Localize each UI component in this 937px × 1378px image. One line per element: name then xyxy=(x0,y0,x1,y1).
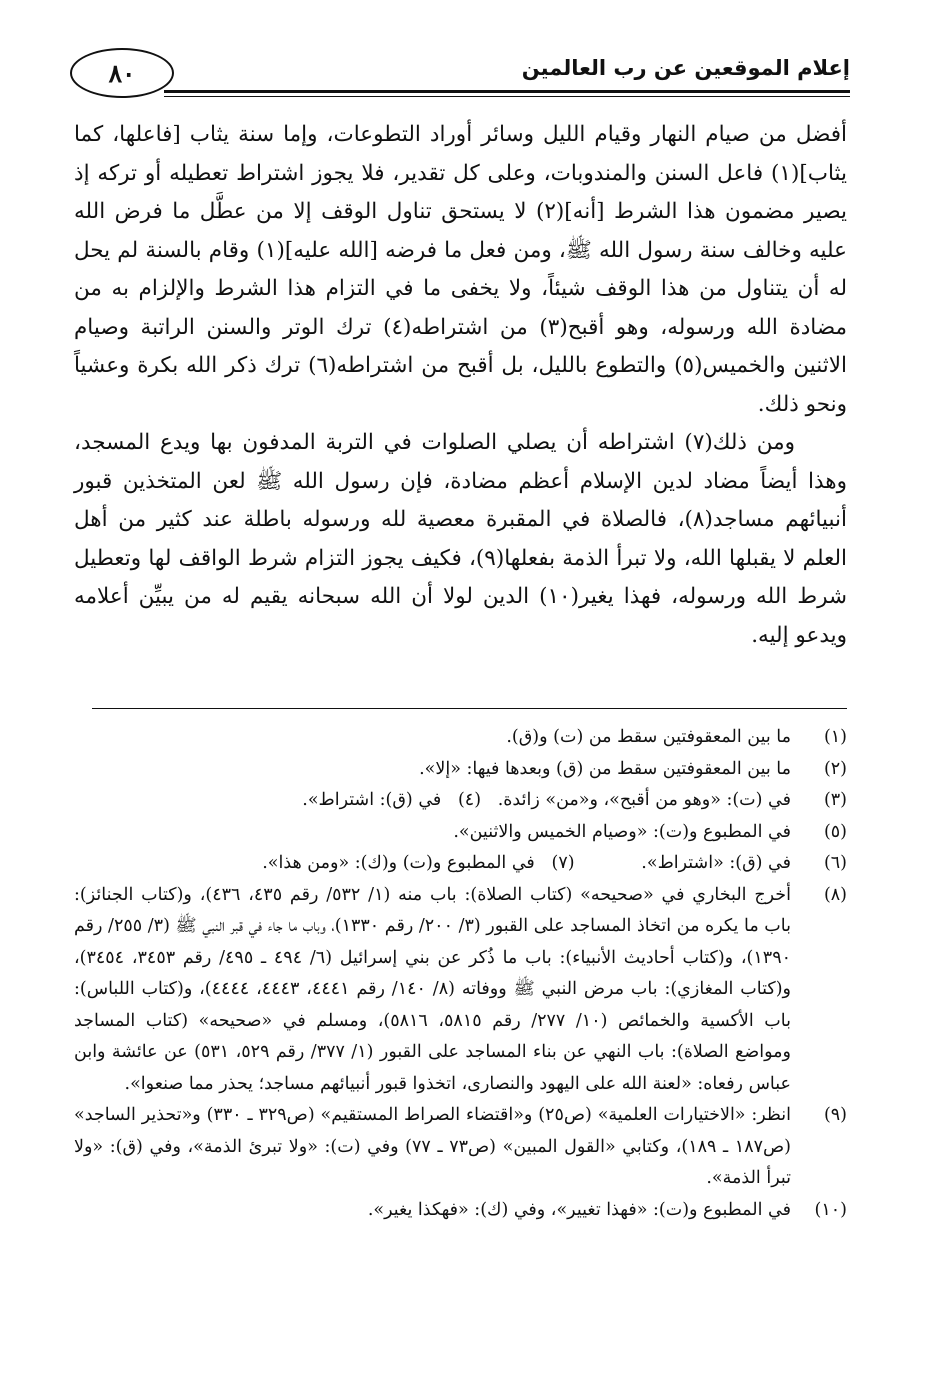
main-text xyxy=(74,116,847,655)
footnote xyxy=(74,1100,847,1195)
footnote-number: (١٠) xyxy=(814,1199,847,1220)
paragraph: أفضل من صيام النهار وقيام الليل وسائر أوراد التطوعات، وإما سنة يثاب [فاعلها، كما يثاب](١) فاعل السنن والمندوبات، وعلى كل تقدير، فلا يجوز اشتراط تعطيله أو تركه إذ يصير مضمون هذا الشرط [أنه](٢) لا يستحق تناول الوقف إلا من عطَّل ما فرض الله عليه وخالف سنة رسول الله ﷺ، ومن فعل ما فرضه [الله عليه](١) وقام بالسنة لم يحل له أن يتناول من هذا الوقف شيئاً، ولا يخفى ما في التزام هذا الشرط والإلزام به من مضادة الله ورسوله، وهو أقبح(٣) من اشتراطه(٤) ترك الوتر والسنن الراتبة وصيام الاثنين والخميس(٥) والتطوع بالليل، بل أقبح من اشتراطه(٦) ترك ذكر الله بكرة وعشياً ونحو ذلك. xyxy=(74,122,847,417)
footnote-number: (١) xyxy=(823,727,847,747)
footnote-text: أخرج البخاري في «صحيحه» (كتاب الصلاة): باب منه (١/ ٥٣٢/ رقم ٤٣٥، ٤٣٦)، و(كتاب الجنائز): باب ما يكره من اتخاذ المساجد على القبور (٣/ ٢٠٠/ رقم ١٣٣٠)، وباب ما جاء في قبر النبي ﷺ (٣/ ٢٥٥/ رقم ١٣٩٠)، و(كتاب أحاديث الأنبياء): باب ما ذُكر عن بني إسرائيل (٦/ ٤٩٤ ـ ٤٩٥/ رقم ٣٤٥٣، ٣٤٥٤)، و(كتاب المغازي): باب مرض النبي ﷺ ووفاته (٨/ ١٤٠/ رقم ٤٤٤١، ٤٤٤٣، ٤٤٤٤)، و(كتاب اللباس): باب الأكسية والخمائص (١٠/ ٢٧٧/ رقم ٥٨١٥، ٥٨١٦)، ومسلم في «صحيحه» (كتاب المساجد ومواضع الصلاة): باب النهي عن بناء المساجد على القبور (١/ ٣٧٧/ رقم ٥٢٩، ٥٣١) عن عائشة وابن عباس رفعاه: «لعنة الله على اليهود والنصارى، اتخذوا قبور أنبيائهم مساجد؛ يحذر مما صنعوا». xyxy=(74,884,792,1094)
footnotes xyxy=(74,722,847,1226)
footnote xyxy=(74,722,847,754)
header-rule xyxy=(164,90,850,93)
page-number: ٨٠ xyxy=(70,48,174,98)
footnote-separator xyxy=(92,708,847,709)
header-rule-thin xyxy=(164,96,850,97)
paragraph: ومن ذلك(٧) اشتراطه أن يصلي الصلوات في التربة المدفون بها ويدع المسجد، وهذا أيضاً مضاد لدين الإسلام أعظم مضادة، فإن رسول الله ﷺ لعن المتخذين قبور أنبيائهم مساجد(٨)، فالصلاة في المقبرة معصية لله ورسوله باطلة عند كثير من أهل العلم لا يقبلها الله، ولا تبرأ الذمة بفعلها(٩)، فكيف يجوز التزام شرط الواقف لها وتعطيل شرط الله ورسوله، فهذا يغير(١٠) الدين لولا أن الله سبحانه يقيم له من يبيِّن أعلامه ويدعو إليه. xyxy=(74,430,847,648)
footnote-number: (٨) xyxy=(823,884,847,905)
footnote-text: ما بين المعقوفتين سقط من (ت) و(ق). xyxy=(506,727,791,747)
footnote-number: (٩) xyxy=(823,1105,847,1125)
footnote-number: (٥) xyxy=(823,821,847,842)
footnote xyxy=(74,817,847,849)
footnote-text: في (ت): «وهو من أقبح»، و«من» زائدة. (٤) في (ق): اشتراط». xyxy=(302,790,791,810)
footnote-text: انظر: «الاختيارات العلمية» (ص٢٥) و«اقتضاء الصراط المستقيم» (ص٣٢٩ ـ ٣٣٠) و«تحذير الساجد» (ص١٨٧ ـ ١٨٩)، وكتابي «القول المبين» (ص٧٣ ـ ٧٧) وفي (ت): «ولا تبرئ الذمة»، وفي (ق): «ولا تبرأ الذمة». xyxy=(74,1105,791,1188)
book-title: إعلام الموقعين عن رب العالمين xyxy=(521,56,850,80)
footnote-text: في (ق): «اشتراط». (٧) في المطبوع و(ت) و(ك): «ومن هذا». xyxy=(262,853,791,873)
footnote xyxy=(74,848,847,880)
footnote-text: ما بين المعقوفتين سقط من (ق) وبعدها فيها: «إلا». xyxy=(419,758,791,779)
footnote xyxy=(74,785,847,817)
footnote-text: في المطبوع و(ت): «وصيام الخميس والاثنين». xyxy=(453,821,791,842)
footnote xyxy=(74,880,847,1101)
footnote-number: (٦) xyxy=(823,853,847,873)
footnote xyxy=(74,1195,847,1227)
footnote-number: (٣) xyxy=(823,790,847,810)
footnote xyxy=(74,754,847,786)
footnote-number: (٢) xyxy=(823,758,847,779)
page-header xyxy=(70,48,850,100)
footnote-text: في المطبوع و(ت): «فهذا تغيير»، وفي (ك): «فهكذا يغير». xyxy=(367,1199,791,1220)
